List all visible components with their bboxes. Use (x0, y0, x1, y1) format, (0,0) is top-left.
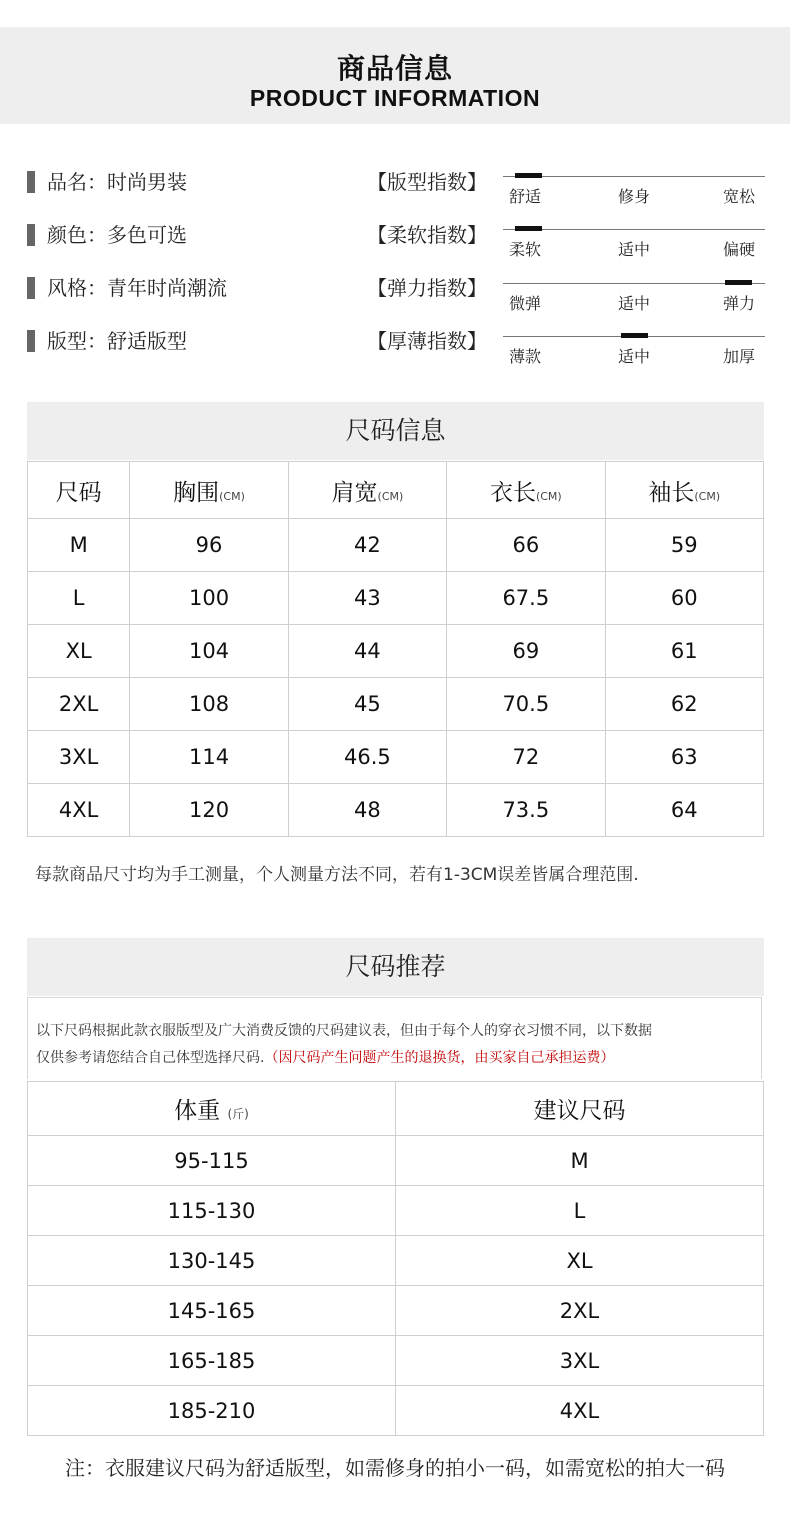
table-row (28, 1236, 764, 1286)
table-row (28, 1186, 764, 1236)
bullet-bar (27, 277, 35, 299)
header-name: 胸围 (173, 479, 220, 506)
index-scale (503, 336, 765, 376)
table-row (28, 678, 764, 731)
scale-option: 宽松 (723, 187, 756, 206)
table-cell: 70.5 (447, 678, 605, 731)
bullet-bar (27, 171, 35, 193)
table-cell: 4XL (396, 1386, 764, 1436)
table-cell: 2XL (28, 678, 130, 731)
table-cell: 96 (130, 519, 288, 572)
header-cell (130, 462, 288, 519)
scale-marker (515, 226, 542, 231)
size-table-header (28, 462, 764, 519)
table-row (28, 1386, 764, 1436)
table-cell: 100 (130, 572, 288, 625)
table-cell: 2XL (396, 1286, 764, 1336)
scale-option: 适中 (618, 240, 651, 259)
attribute-row (27, 273, 487, 303)
attribute-label: 品名：时尚男装 (47, 170, 187, 194)
index-scale (503, 283, 765, 323)
table-row (28, 519, 764, 572)
description-text: 仅供参考请您结合自己体型选择尺码. (36, 1050, 265, 1066)
scale-option: 微弹 (509, 294, 542, 313)
scale-option: 修身 (618, 187, 651, 206)
header-name: 尺码 (55, 479, 102, 506)
header-unit: (CM) (694, 489, 721, 503)
size-rec-header (28, 1082, 764, 1136)
header-cell (28, 462, 130, 519)
size-rec-description (27, 997, 762, 1079)
scale-line (503, 176, 765, 177)
header-title-en: PRODUCT INFORMATION (249, 85, 541, 111)
scale-option: 适中 (618, 347, 651, 366)
table-row (28, 784, 764, 837)
index-scale (503, 176, 765, 216)
table-cell: 114 (130, 731, 288, 784)
header-unit: (CM) (535, 489, 562, 503)
index-label: 【厚薄指数】 (367, 329, 487, 353)
table-row (28, 1286, 764, 1336)
size-info-title: 尺码信息 (27, 402, 764, 460)
table-cell: M (396, 1136, 764, 1186)
scale-marker (725, 280, 752, 285)
table-cell: 48 (288, 784, 446, 837)
header-cell (605, 462, 763, 519)
table-cell: 46.5 (288, 731, 446, 784)
scale-marker (621, 333, 648, 338)
measurement-note: 每款商品尺寸均为手工测量，个人测量方法不同，若有1-3CM误差皆属合理范围. (35, 865, 639, 885)
table-cell: 3XL (396, 1336, 764, 1386)
header-name: 建议尺码 (533, 1098, 626, 1124)
scale-option: 柔软 (509, 240, 542, 259)
header-cell (28, 1082, 396, 1136)
scale-option: 适中 (618, 294, 651, 313)
table-cell: 120 (130, 784, 288, 837)
table-cell: 165-185 (28, 1336, 396, 1386)
header-unit: (CM) (377, 489, 404, 503)
table-row (28, 1136, 764, 1186)
scale-marker (515, 173, 542, 178)
attribute-row (27, 220, 487, 250)
table-cell: L (28, 572, 130, 625)
scale-option: 薄款 (509, 347, 542, 366)
size-rec-title: 尺码推荐 (27, 938, 764, 996)
table-cell: 95-115 (28, 1136, 396, 1186)
table-cell: 42 (288, 519, 446, 572)
table-cell: 67.5 (447, 572, 605, 625)
scale-option: 加厚 (723, 347, 756, 366)
header-name: 衣长 (489, 479, 536, 506)
table-cell: 3XL (28, 731, 130, 784)
table-cell: 130-145 (28, 1236, 396, 1286)
table-cell: 66 (447, 519, 605, 572)
header-cell (288, 462, 446, 519)
index-label: 【版型指数】 (367, 170, 487, 194)
table-cell: 115-130 (28, 1186, 396, 1236)
table-cell: 60 (605, 572, 763, 625)
size-table (27, 461, 764, 837)
attribute-row (27, 167, 487, 197)
header-title-cn: 商品信息 (336, 52, 453, 85)
scale-option: 舒适 (509, 187, 542, 206)
attribute-label: 颜色：多色可选 (47, 223, 187, 247)
attribute-label: 风格：青年时尚潮流 (47, 276, 227, 300)
return-policy-warning: （因尺码产生问题产生的退换货，由买家自己承担运费） (264, 1050, 615, 1066)
description-line (36, 1045, 761, 1072)
fit-note: 注：衣服建议尺码为舒适版型，如需修身的拍小一码，如需宽松的拍大一码 (65, 1456, 725, 1480)
table-cell: 145-165 (28, 1286, 396, 1336)
attribute-label: 版型：舒适版型 (47, 329, 187, 353)
table-cell: 69 (447, 625, 605, 678)
header-unit: (CM) (219, 489, 245, 503)
table-row (28, 1336, 764, 1386)
table-cell: 104 (130, 625, 288, 678)
table-cell: 185-210 (28, 1386, 396, 1436)
table-cell: 73.5 (447, 784, 605, 837)
table-cell: 59 (605, 519, 763, 572)
table-cell: 62 (605, 678, 763, 731)
header-name: 肩宽 (331, 479, 378, 506)
table-row (28, 625, 764, 678)
table-cell: 61 (605, 625, 763, 678)
scale-option: 偏硬 (723, 240, 756, 259)
index-scale (503, 229, 765, 269)
bullet-bar (27, 330, 35, 352)
table-cell: 64 (605, 784, 763, 837)
header-name: 体重 (174, 1098, 221, 1124)
table-row (28, 731, 764, 784)
table-cell: XL (396, 1236, 764, 1286)
header-name: 袖长 (648, 479, 695, 506)
product-info-header (0, 27, 790, 124)
table-cell: XL (28, 625, 130, 678)
table-cell: 108 (130, 678, 288, 731)
table-cell: 43 (288, 572, 446, 625)
table-cell: M (28, 519, 130, 572)
index-label: 【柔软指数】 (367, 223, 487, 247)
scale-line (503, 229, 765, 230)
table-cell: 4XL (28, 784, 130, 837)
table-cell: 45 (288, 678, 446, 731)
attribute-row (27, 326, 487, 356)
header-cell (447, 462, 605, 519)
table-cell: 63 (605, 731, 763, 784)
table-row (28, 572, 764, 625)
index-label: 【弹力指数】 (367, 276, 487, 300)
table-cell: 72 (447, 731, 605, 784)
header-cell (396, 1082, 764, 1136)
table-cell: 44 (288, 625, 446, 678)
scale-option: 弹力 (723, 294, 756, 313)
description-line: 以下尺码根据此款衣服版型及广大消费反馈的尺码建议表，但由于每个人的穿衣习惯不同，以下数据 (36, 1023, 652, 1039)
size-rec-table (27, 1081, 764, 1436)
header-unit: (斤) (227, 1107, 249, 1121)
bullet-bar (27, 224, 35, 246)
table-cell: L (396, 1186, 764, 1236)
